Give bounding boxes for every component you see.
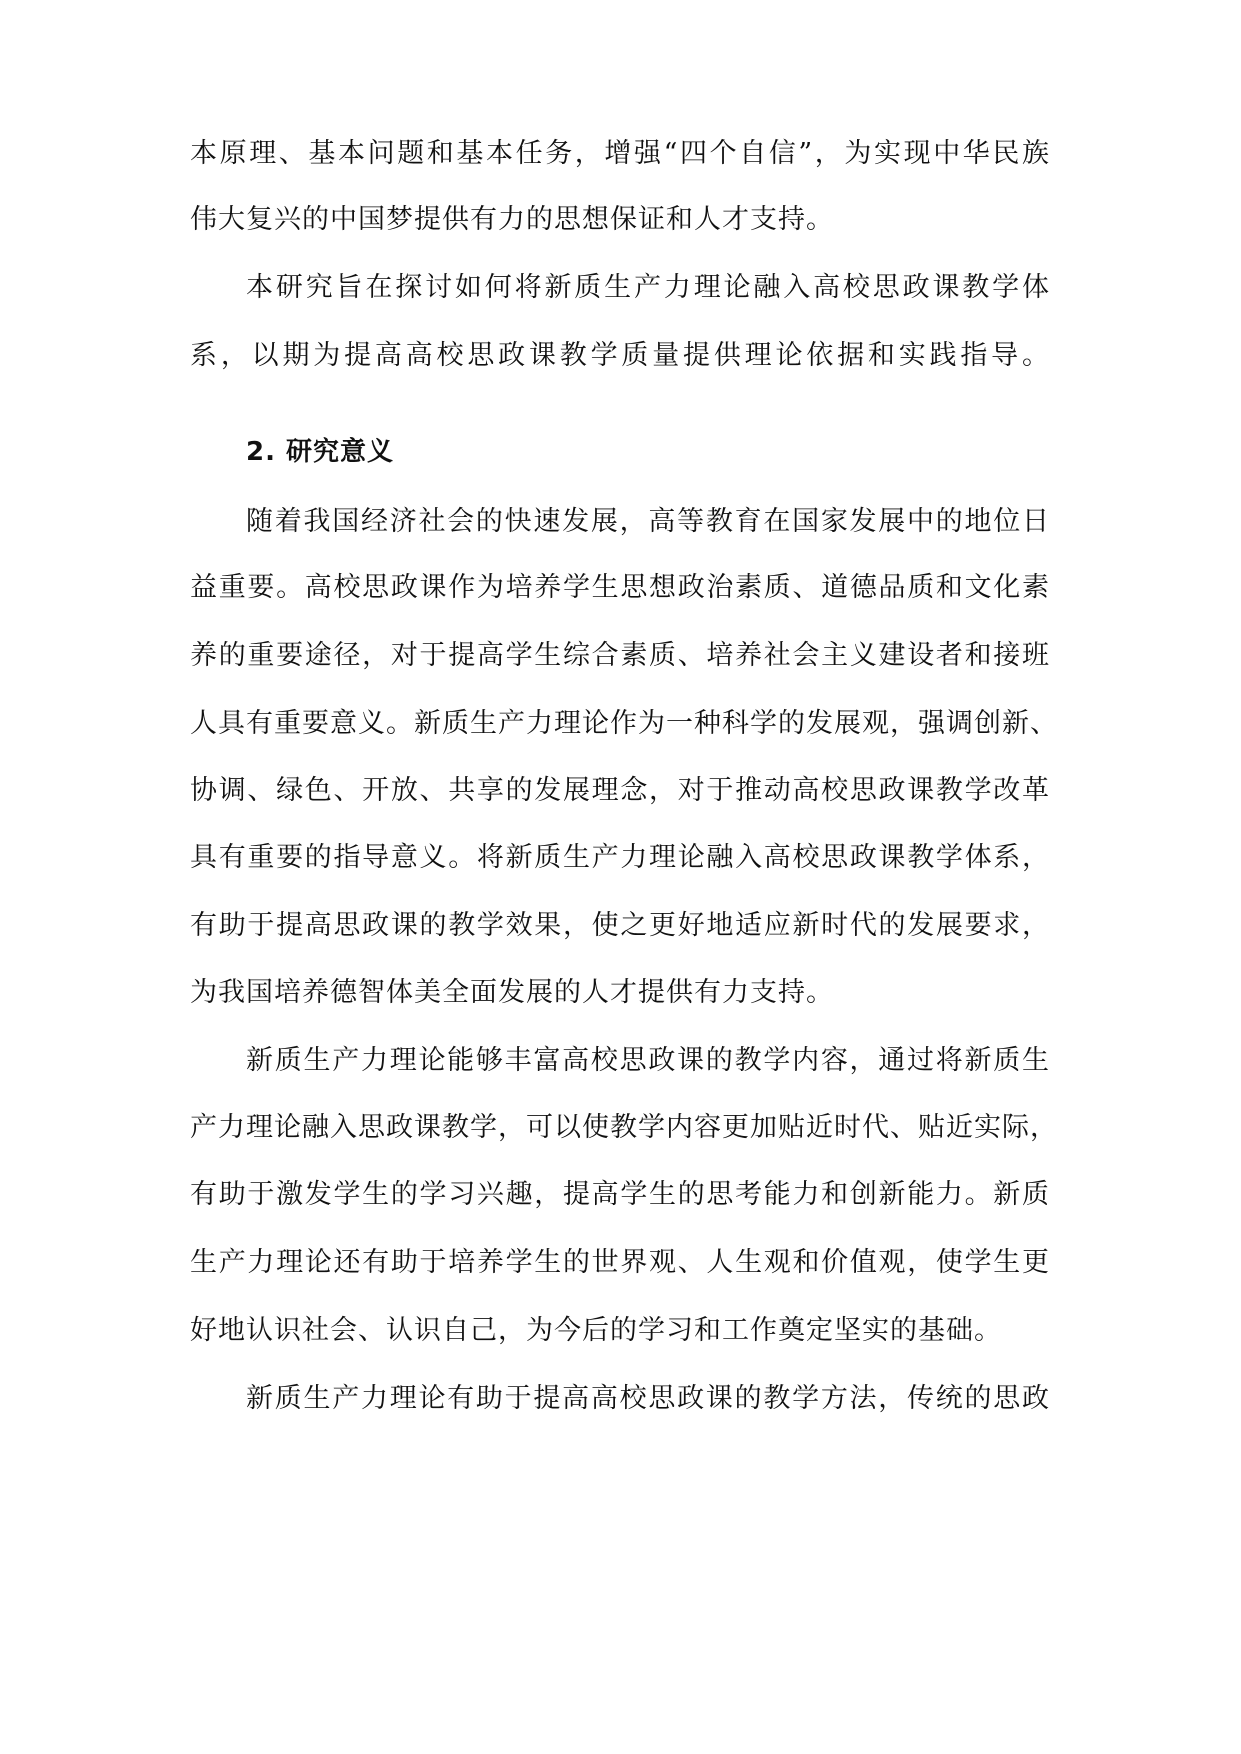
paragraph-line: 本原理、基本问题和基本任务，增强“四个自信”，为实现中华民族 bbox=[190, 138, 1050, 169]
paragraph-line: 系，以期为提高高校思政课教学质量提供理论依据和实践指导。 bbox=[190, 340, 1050, 371]
paragraph-line: 养的重要途径，对于提高学生综合素质、培养社会主义建设者和接班 bbox=[190, 640, 1050, 671]
paragraph-line: 生产力理论还有助于培养学生的世界观、人生观和价值观，使学生更 bbox=[190, 1247, 1050, 1278]
paragraph-line: 伟大复兴的中国梦提供有力的思想保证和人才支持。 bbox=[190, 204, 834, 235]
paragraph-line: 好地认识社会、认识自己，为今后的学习和工作奠定坚实的基础。 bbox=[190, 1315, 1002, 1346]
paragraph-line: 有助于激发学生的学习兴趣，提高学生的思考能力和创新能力。新质 bbox=[190, 1179, 1050, 1210]
section-heading: 2. 研究意义 bbox=[246, 437, 395, 467]
paragraph-line: 产力理论融入思政课教学，可以使教学内容更加贴近时代、贴近实际， bbox=[190, 1112, 1058, 1143]
paragraph-line: 协调、绿色、开放、共享的发展理念，对于推动高校思政课教学改革 bbox=[190, 775, 1050, 806]
paragraph-line: 新质生产力理论能够丰富高校思政课的教学内容，通过将新质生 bbox=[246, 1045, 1050, 1076]
paragraph-line: 随着我国经济社会的快速发展，高等教育在国家发展中的地位日 bbox=[246, 506, 1050, 537]
paragraph-line: 本研究旨在探讨如何将新质生产力理论融入高校思政课教学体 bbox=[246, 272, 1050, 303]
paragraph-line: 为我国培养德智体美全面发展的人才提供有力支持。 bbox=[190, 977, 834, 1008]
paragraph-line: 人具有重要意义。新质生产力理论作为一种科学的发展观，强调创新、 bbox=[190, 708, 1058, 739]
paragraph-line: 益重要。高校思政课作为培养学生思想政治素质、道德品质和文化素 bbox=[190, 572, 1050, 603]
paragraph-line: 具有重要的指导意义。将新质生产力理论融入高校思政课教学体系， bbox=[190, 842, 1050, 873]
paragraph-line: 有助于提高思政课的教学效果，使之更好地适应新时代的发展要求， bbox=[190, 910, 1050, 941]
paragraph-line: 新质生产力理论有助于提高高校思政课的教学方法，传统的思政 bbox=[246, 1383, 1050, 1414]
